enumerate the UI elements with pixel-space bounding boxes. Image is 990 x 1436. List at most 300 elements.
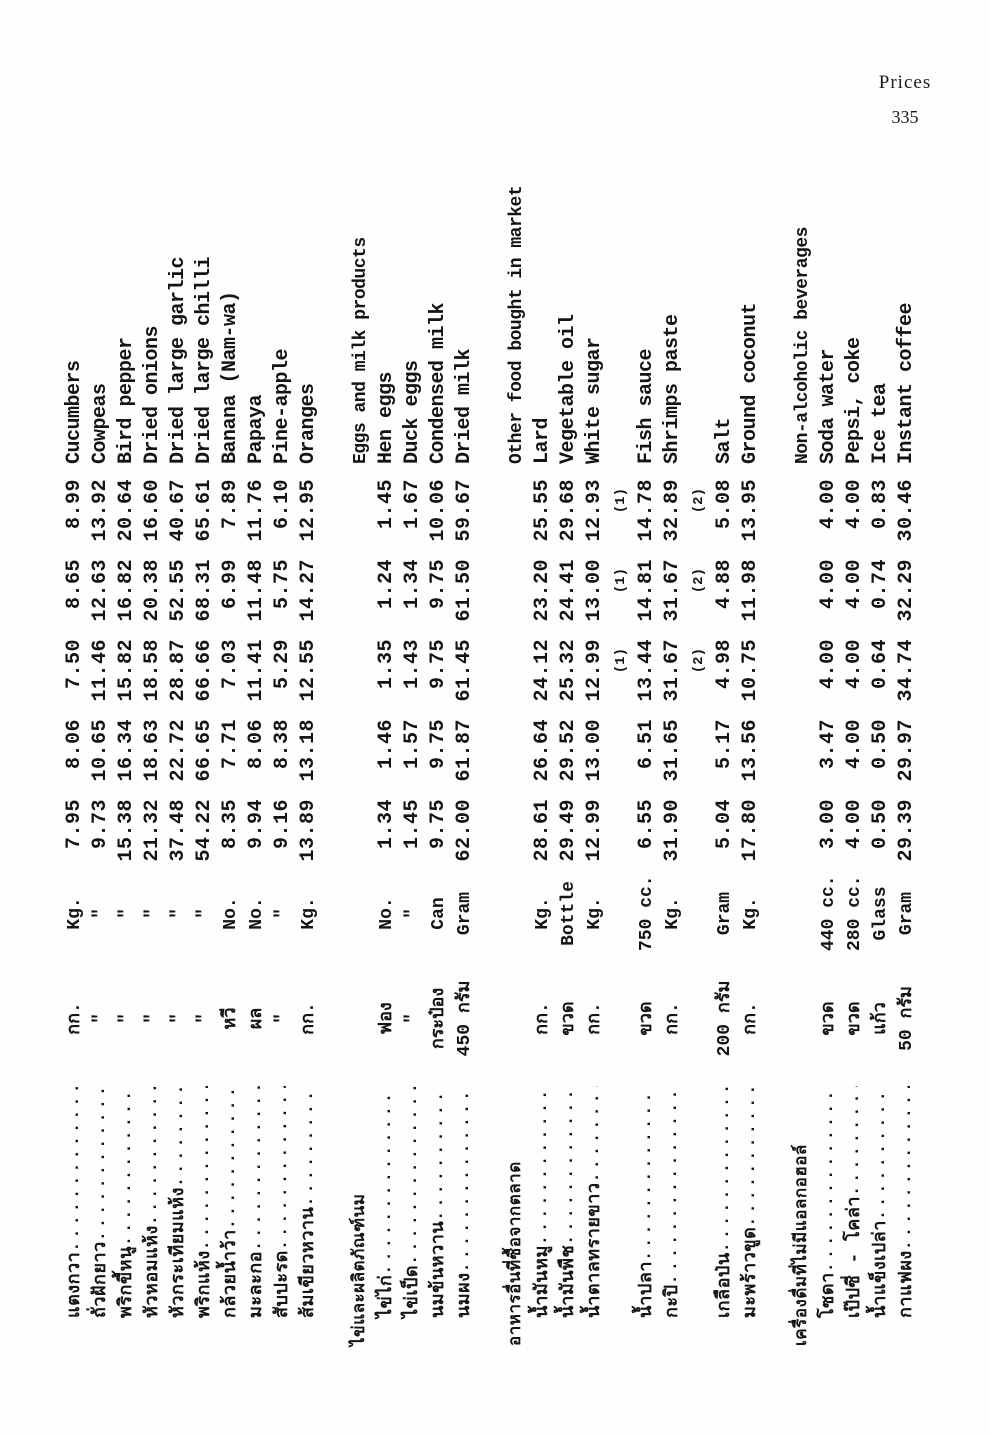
section-gap (790, 476, 816, 1086)
item-name-thai-cell (868, 1086, 894, 1346)
item-name-english: Papaya (245, 394, 268, 464)
price-col-1: 3.00 (817, 799, 840, 850)
price-col-3: 66.66 (193, 639, 216, 702)
price-col-4: 68.31 (193, 559, 216, 622)
price-col-2: 5.17 (713, 719, 736, 770)
table-row (452, 16, 478, 1346)
price-col-1: 28.61 (531, 799, 554, 862)
price-col-3: 13.44 (635, 639, 658, 702)
price-col-2: 13.56 (739, 719, 762, 782)
footnote-marker-col-5: (2) (691, 488, 707, 514)
item-name-english: Dried onions (141, 325, 164, 464)
price-col-2: 22.72 (167, 719, 190, 782)
unit-english: " (143, 908, 163, 919)
table-row (816, 16, 842, 1346)
unit-english: " (195, 908, 215, 919)
unit-thai: กก. (741, 1002, 761, 1035)
price-col-2: 31.65 (661, 719, 684, 782)
table-row (270, 16, 296, 1346)
price-col-2: 7.71 (219, 719, 242, 770)
price-col-4: 23.20 (531, 559, 554, 622)
leader-dots (166, 1086, 192, 1187)
table-row (374, 16, 400, 1346)
item-name-english: White sugar (583, 337, 606, 464)
price-col-4: 1.34 (401, 559, 424, 610)
unit-thai: 50 กรัม (897, 986, 917, 1051)
item-name-thai: มะละกอ (247, 1251, 267, 1318)
price-col-4: 12.63 (89, 559, 112, 622)
unit-english: Kg. (65, 897, 85, 930)
page-number: 335 (891, 107, 919, 127)
unit-thai: " (169, 1013, 189, 1024)
leader-dots (452, 1086, 478, 1272)
item-name-thai: พริกแห้ง (195, 1250, 215, 1318)
item-name-thai-cell (114, 1086, 140, 1346)
price-col-5: 14.78 (635, 479, 658, 542)
price-col-1: 8.35 (219, 799, 242, 850)
price-col-3: 4.98 (713, 639, 736, 690)
item-name-english: Lard (531, 417, 554, 464)
leader-dots (660, 1086, 686, 1285)
item-name-thai: สับปะรด (273, 1250, 293, 1318)
price-col-4: 16.82 (115, 559, 138, 622)
leader-dots (556, 1086, 582, 1245)
item-name-thai: กาแฟผง (897, 1250, 917, 1318)
unit-english: Gram (715, 891, 735, 936)
unit-thai: " (273, 1013, 293, 1024)
unit-english: " (273, 908, 293, 919)
section-header-row (790, 16, 816, 1346)
footnote-marker-col-3: (2) (691, 648, 707, 674)
unit-thai: " (403, 1013, 423, 1024)
spacer-row (478, 16, 504, 1346)
footnote-marker-row (608, 16, 634, 1346)
table-row (140, 16, 166, 1346)
price-col-5: 4.00 (843, 479, 866, 530)
table-row (660, 16, 686, 1346)
price-col-5: 65.61 (193, 479, 216, 542)
price-col-5: 4.00 (817, 479, 840, 530)
item-name-thai: นมผง (455, 1272, 475, 1318)
price-col-1: 5.04 (713, 799, 736, 850)
leader-dots (738, 1086, 764, 1227)
section-name-thai-cell (790, 1086, 816, 1346)
price-col-5: 13.92 (89, 479, 112, 542)
price-col-4: 0.74 (869, 559, 892, 610)
price-col-3: 10.75 (739, 639, 762, 702)
table-row (634, 16, 660, 1346)
item-name-thai-cell (400, 1086, 426, 1346)
footnote-marker-row (686, 16, 712, 1346)
unit-thai: กก. (533, 1002, 553, 1035)
price-col-5: 20.64 (115, 479, 138, 542)
unit-thai: 450 กรัม (455, 980, 475, 1057)
section-name-english: Non-alcoholic beverages (793, 227, 813, 464)
price-col-1: 9.73 (89, 799, 112, 850)
price-col-5: 1.67 (401, 479, 424, 530)
price-col-3: 11.41 (245, 639, 268, 702)
item-name-thai: กะปิ (663, 1284, 683, 1318)
unit-thai: กระป๋อง (429, 987, 449, 1050)
price-col-5: 8.99 (63, 479, 86, 530)
price-col-1: 9.16 (271, 799, 294, 850)
item-name-thai: ไข่ไก่ (377, 1274, 397, 1318)
unit-thai: กก. (65, 1002, 85, 1035)
item-name-english: Banana (Nam-wa) (219, 291, 242, 464)
price-col-4: 1.24 (375, 559, 398, 610)
item-name-english: Ice tea (869, 383, 892, 464)
footnote-marker-col-2 (608, 716, 634, 796)
table-row (556, 16, 582, 1346)
item-name-english: Vegetable oil (557, 314, 580, 464)
price-col-5: 29.68 (557, 479, 580, 542)
item-name-thai: ไข่เป็ด (403, 1264, 423, 1318)
leader-dots (140, 1086, 166, 1225)
price-col-2: 29.52 (557, 719, 580, 782)
price-col-4: 24.41 (557, 559, 580, 622)
leader-dots (868, 1086, 894, 1220)
price-col-3: 24.12 (531, 639, 554, 702)
leader-dots (842, 1086, 868, 1196)
section-name-thai-cell (504, 1086, 530, 1346)
price-col-2: 1.57 (401, 719, 424, 770)
price-col-4: 11.48 (245, 559, 268, 622)
table-row (868, 16, 894, 1346)
price-col-3: 61.45 (453, 639, 476, 702)
price-col-5: 59.67 (453, 479, 476, 542)
footnote-marker-col-1 (686, 796, 712, 876)
unit-thai: " (195, 1013, 215, 1024)
unit-english: No. (377, 897, 397, 930)
price-col-2: 6.51 (635, 719, 658, 770)
item-name-thai: น้ำปลา (637, 1261, 657, 1318)
price-col-3: 11.46 (89, 639, 112, 702)
price-col-4: 11.98 (739, 559, 762, 622)
unit-english: Glass (871, 886, 891, 941)
unit-english: Kg. (663, 897, 683, 930)
section-name-thai-cell (348, 1086, 374, 1346)
item-name-thai: ส้มเขียวหวาน (299, 1206, 319, 1318)
price-col-4: 5.75 (271, 559, 294, 610)
price-col-3: 18.58 (141, 639, 164, 702)
price-col-5: 7.89 (219, 479, 242, 530)
price-col-1: 1.34 (375, 799, 398, 850)
item-name-thai: น้ำแข็งเปล่า (871, 1220, 891, 1318)
section-gap (504, 476, 530, 1086)
price-col-1: 4.00 (843, 799, 866, 850)
price-col-3: 15.82 (115, 639, 138, 702)
section-gap (348, 476, 374, 1086)
price-col-2: 9.75 (427, 719, 450, 770)
unit-thai: " (143, 1013, 163, 1024)
item-name-english: Cucumbers (63, 360, 86, 464)
price-table (62, 16, 920, 1346)
price-col-2: 29.97 (895, 719, 918, 782)
item-name-thai-cell (582, 1086, 608, 1346)
price-col-3: 4.00 (817, 639, 840, 690)
leader-dots (62, 1086, 88, 1252)
unit-english: " (169, 908, 189, 919)
unit-english: " (403, 908, 423, 919)
table-row (192, 16, 218, 1346)
price-col-4: 32.29 (895, 559, 918, 622)
leader-dots (816, 1086, 842, 1272)
price-col-1: 29.49 (557, 799, 580, 862)
unit-thai: ขวด (559, 1001, 579, 1036)
item-name-english: Fish sauce (635, 348, 658, 464)
price-col-2: 8.06 (63, 719, 86, 770)
section-name-thai: ไข่และผลิตภัณฑ์นม (351, 1193, 370, 1346)
price-col-3: 34.74 (895, 639, 918, 702)
price-col-1: 31.90 (661, 799, 684, 862)
price-col-1: 9.94 (245, 799, 268, 850)
unit-thai: กก. (585, 1002, 605, 1035)
item-name-thai: นมข้นหวาน (429, 1220, 449, 1318)
unit-english: Bottle (559, 881, 579, 946)
item-name-thai: น้ำมันพืช (559, 1244, 579, 1318)
leader-dots (114, 1086, 140, 1246)
price-col-1: 54.22 (193, 799, 216, 862)
item-name-english: Dried large garlic (167, 256, 190, 464)
price-col-5: 12.95 (297, 479, 320, 542)
price-col-4: 4.00 (817, 559, 840, 610)
item-name-thai: หัวหอมแห้ง (143, 1225, 163, 1318)
item-name-english: Condensed milk (427, 302, 450, 464)
leader-dots (712, 1086, 738, 1252)
section-header-row (348, 16, 374, 1346)
price-col-2: 3.47 (817, 719, 840, 770)
price-col-1: 13.89 (297, 799, 320, 862)
price-col-1: 15.38 (115, 799, 138, 862)
leader-dots (192, 1086, 218, 1250)
item-name-thai: มะพร้าวขูด (741, 1226, 761, 1318)
price-col-5: 13.95 (739, 479, 762, 542)
section-name-english: Other food bought in market (507, 185, 527, 464)
price-col-4: 14.27 (297, 559, 320, 622)
item-name-thai-cell (192, 1086, 218, 1346)
table-row (530, 16, 556, 1346)
section-name-thai: เครื่องดื่มที่ไม่มีแอลกอฮอล์ (793, 1144, 812, 1346)
leader-dots (400, 1086, 426, 1265)
leader-dots (374, 1086, 400, 1275)
unit-thai: ผล (247, 1007, 267, 1030)
item-name-thai-cell (270, 1086, 296, 1346)
price-col-2: 16.34 (115, 719, 138, 782)
footnote-marker-col-4: (2) (691, 568, 707, 594)
item-name-thai: ถั่วฝักยาว (91, 1241, 111, 1318)
price-col-4: 8.65 (63, 559, 86, 610)
unit-english: Kg. (741, 897, 761, 930)
item-name-thai: เกลือป่น (715, 1252, 735, 1318)
price-col-2: 13.18 (297, 719, 320, 782)
item-name-thai-cell (374, 1086, 400, 1346)
price-col-4: 13.00 (583, 559, 606, 622)
table-row (218, 16, 244, 1346)
section-name-english: Eggs and milk products (351, 237, 371, 464)
unit-english: " (117, 908, 137, 919)
spacer-row (322, 16, 348, 1346)
item-name-english: Cowpeas (89, 383, 112, 464)
item-name-thai-cell (140, 1086, 166, 1346)
table-row (842, 16, 868, 1346)
item-name-thai-cell (842, 1086, 868, 1346)
price-col-2: 8.38 (271, 719, 294, 770)
item-name-thai: น้ำมันหมู (533, 1245, 553, 1318)
price-col-5: 40.67 (167, 479, 190, 542)
table-row (582, 16, 608, 1346)
footnote-marker-col-2 (686, 716, 712, 796)
unit-thai: " (117, 1013, 137, 1024)
item-name-thai-cell (296, 1086, 322, 1346)
item-name-thai: โซดา (819, 1272, 839, 1318)
price-col-5: 25.55 (531, 479, 554, 542)
price-col-2: 10.65 (89, 719, 112, 782)
footnote-marker-col-3: (1) (613, 648, 629, 674)
leader-dots (426, 1086, 452, 1221)
table-row (88, 16, 114, 1346)
price-col-4: 61.50 (453, 559, 476, 622)
unit-english: 750 cc. (637, 875, 657, 951)
price-col-1: 37.48 (167, 799, 190, 862)
unit-thai: ขวด (845, 1001, 865, 1036)
item-name-thai-cell (738, 1086, 764, 1346)
price-col-5: 6.10 (271, 479, 294, 530)
unit-english: 440 cc. (819, 875, 839, 951)
leader-dots (582, 1086, 608, 1183)
item-name-thai-cell (62, 1086, 88, 1346)
unit-english: Kg. (585, 897, 605, 930)
price-col-1: 6.55 (635, 799, 658, 850)
price-col-5: 11.76 (245, 479, 268, 542)
item-name-thai-cell (244, 1086, 270, 1346)
price-col-3: 25.32 (557, 639, 580, 702)
unit-thai: กก. (299, 1002, 319, 1035)
price-col-1: 21.32 (141, 799, 164, 862)
item-name-thai: กล้วยน้ำว้า (221, 1229, 241, 1318)
price-col-3: 9.75 (427, 639, 450, 690)
price-col-4: 4.88 (713, 559, 736, 610)
price-col-3: 1.43 (401, 639, 424, 690)
table-row (738, 16, 764, 1346)
unit-english: 280 cc. (845, 875, 865, 951)
footnote-marker-col-1 (608, 796, 634, 876)
price-col-2: 18.63 (141, 719, 164, 782)
item-name-english: Salt (713, 417, 736, 464)
item-name-english: Duck eggs (401, 360, 424, 464)
price-col-2: 13.00 (583, 719, 606, 782)
item-name-english: Pepsi, coke (843, 337, 866, 464)
price-col-5: 0.83 (869, 479, 892, 530)
spacer-row (764, 16, 790, 1346)
price-col-5: 32.89 (661, 479, 684, 542)
leader-dots (244, 1086, 270, 1251)
price-col-1: 0.50 (869, 799, 892, 850)
leader-dots (530, 1086, 556, 1245)
price-col-4: 4.00 (843, 559, 866, 610)
price-col-3: 12.55 (297, 639, 320, 702)
price-col-3: 1.35 (375, 639, 398, 690)
unit-thai: 200 กรัม (715, 980, 735, 1057)
price-col-1: 9.75 (427, 799, 450, 850)
item-name-english: Soda water (817, 348, 840, 464)
price-col-2: 1.46 (375, 719, 398, 770)
unit-thai: " (91, 1013, 111, 1024)
item-name-thai-cell (660, 1086, 686, 1346)
price-col-5: 1.45 (375, 479, 398, 530)
price-col-1: 12.99 (583, 799, 606, 862)
price-col-2: 8.06 (245, 719, 268, 770)
item-name-english: Ground coconut (739, 302, 762, 464)
item-name-thai-cell (426, 1086, 452, 1346)
item-name-english: Hen eggs (375, 371, 398, 464)
item-name-english: Oranges (297, 383, 320, 464)
item-name-thai: พริกขี้หนู (117, 1246, 137, 1318)
price-col-2: 26.64 (531, 719, 554, 782)
price-col-5: 5.08 (713, 479, 736, 530)
table-row (712, 16, 738, 1346)
table-row (296, 16, 322, 1346)
table-row (400, 16, 426, 1346)
item-name-thai-cell (556, 1086, 582, 1346)
item-name-thai: น้ำตาลทรายขาว (585, 1182, 605, 1318)
price-col-4: 31.67 (661, 559, 684, 622)
unit-english: Can (429, 897, 449, 930)
unit-thai: หวี (221, 1007, 241, 1030)
unit-english: Gram (897, 891, 917, 936)
unit-thai: ฟอง (377, 1002, 397, 1035)
price-col-5: 10.06 (427, 479, 450, 542)
price-col-5: 30.46 (895, 479, 918, 542)
unit-thai: ขวด (819, 1001, 839, 1036)
unit-english: Gram (455, 891, 475, 936)
item-name-thai-cell (712, 1086, 738, 1346)
unit-english: Kg. (533, 897, 553, 930)
item-name-english: Bird pepper (115, 337, 138, 464)
price-col-2: 61.87 (453, 719, 476, 782)
price-col-4: 9.75 (427, 559, 450, 610)
item-name-thai-cell (218, 1086, 244, 1346)
price-col-5: 16.60 (141, 479, 164, 542)
unit-english: Kg. (299, 897, 319, 930)
table-row (62, 16, 88, 1346)
price-col-3: 28.87 (167, 639, 190, 702)
item-name-thai-cell (452, 1086, 478, 1346)
unit-thai: กก. (663, 1002, 683, 1035)
price-col-2: 0.50 (869, 719, 892, 770)
price-col-1: 62.00 (453, 799, 476, 862)
price-col-3: 4.00 (843, 639, 866, 690)
price-col-2: 4.00 (843, 719, 866, 770)
leader-dots (218, 1086, 244, 1229)
item-name-thai-cell (634, 1086, 660, 1346)
unit-english: No. (221, 897, 241, 930)
section-header-row (504, 16, 530, 1346)
price-col-4: 20.38 (141, 559, 164, 622)
unit-thai: ขวด (637, 1001, 657, 1036)
leader-dots (634, 1086, 660, 1261)
unit-english: " (91, 908, 111, 919)
price-col-3: 31.67 (661, 639, 684, 702)
item-name-english: Dried milk (453, 348, 476, 464)
price-col-5: 12.93 (583, 479, 606, 542)
item-name-english: Instant coffee (895, 302, 918, 464)
item-name-thai-cell (816, 1086, 842, 1346)
price-col-1: 7.95 (63, 799, 86, 850)
item-name-english: Dried large chilli (193, 256, 216, 464)
unit-english: No. (247, 897, 267, 930)
leader-dots (88, 1086, 114, 1241)
table-row (894, 16, 920, 1346)
